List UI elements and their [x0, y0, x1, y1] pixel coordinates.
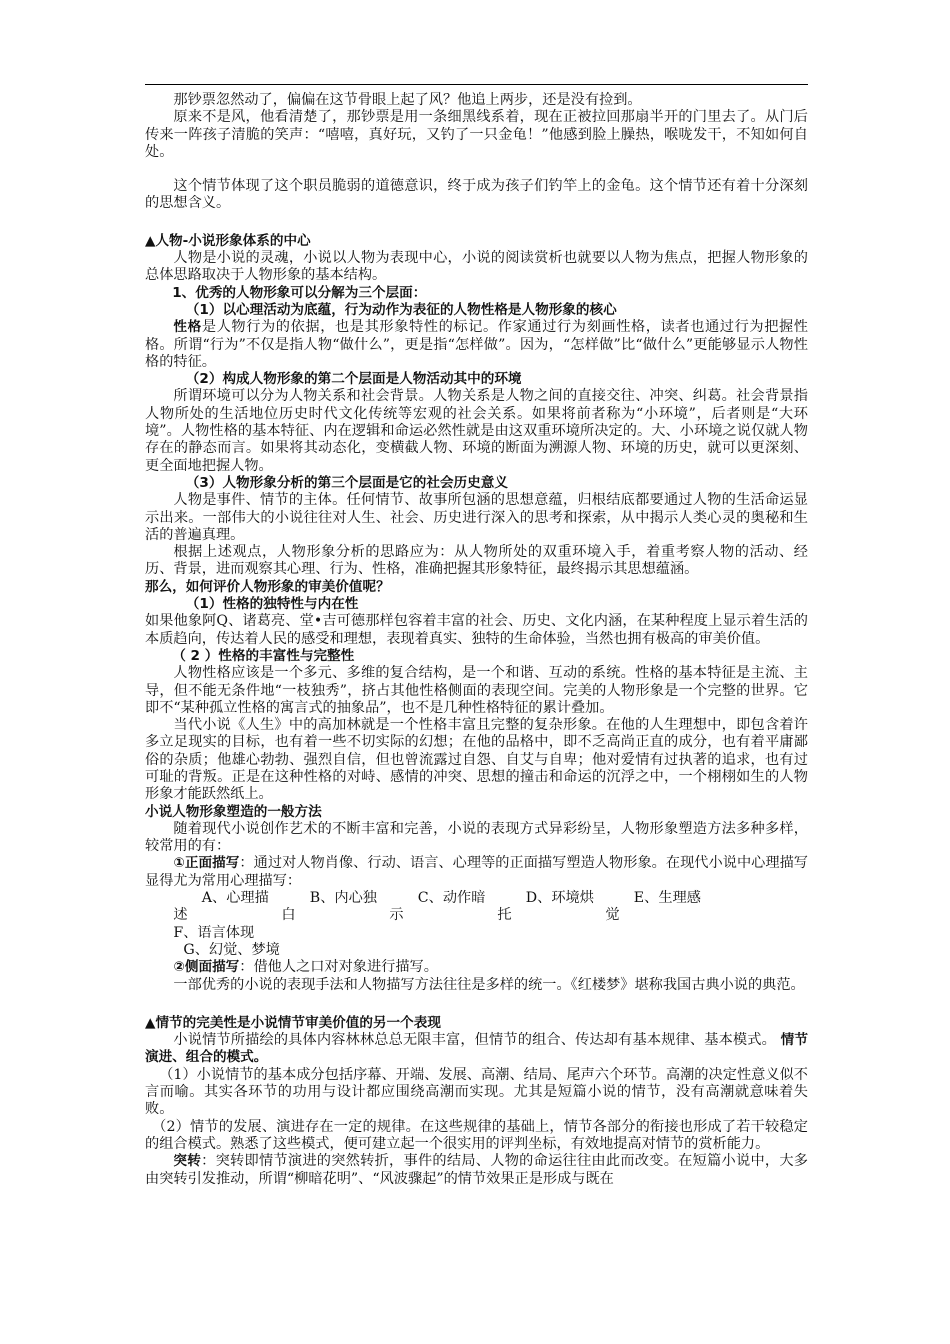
bold-term: ②侧面描写	[173, 959, 240, 976]
subheading: （3）人物形象分析的第三个层面是它的社会历史意义	[185, 474, 508, 491]
bold-term: 突转	[173, 1153, 202, 1170]
subheading: （ 2 ）性格的丰富性与完整性	[172, 647, 355, 664]
subheading: 小说人物形象塑造的一般方法	[145, 803, 322, 820]
paragraph-text: 是人物行为的依据，也是其形象特性的标记。作家通过行为刻画性格，读者也通过行为把握性格。所谓“行为”不仅是指人物“做什么”，更是指“怎样做”。因为，“怎样做”比“做什么”更能够显示人物性格的特征。	[145, 319, 808, 370]
document-page	[145, 92, 808, 1188]
list-item: F、语言体现	[173, 924, 255, 941]
method-list	[145, 890, 808, 959]
paragraph: 如果他象阿Q、诸葛亮、堂•吉可德那样包容着丰富的社会、历史、文化内涵，在某种程度上显示着生活的本质趋向，传达着人民的感受和理想，表现着真实、独特的生命体验，当然也拥有极高的审美价值。	[145, 613, 808, 647]
subheading: （2）构成人物形象的第二个层面是人物活动其中的环境	[185, 371, 522, 388]
paragraph-text: ：借他人之口对对象进行描写。	[239, 959, 438, 976]
paragraph-text: ：通过对人物肖像、行动、语言、心理等的正面描写塑造人物形象。在现代小说中心理描写显得尤为常用心理描写：	[145, 855, 808, 889]
list-item: D、环境烘托	[497, 890, 594, 924]
paragraph: 当代小说《人生》中的高加林就是一个性格丰富且完整的复杂形象。在他的人生理想中，即包含着许多立足现实的目标，也有着一些不切实际的幻想；在他的品格中，即不乏高尚正直的成分，也有着平庸鄙俗的杂质；他雄心勃勃、强烈自信，但也曾流露过自怨、自艾与自卑；他对爱情有过执著的追求，也有过可耻的背叛。正是在这种性格的对峙、感情的冲突、思想的撞击和命运的沉浮之中，一个栩栩如生的人物形象才能跃然纸上。	[145, 717, 808, 803]
paragraph: 这个情节体现了这个职员脆弱的道德意识，终于成为孩子们钓竿上的金龟。这个情节还有着十分深刻的思想含义。	[145, 178, 808, 212]
subheading: （1）以心理活动为底蕴，行为动作为表征的人物性格是人物形象的核心	[185, 301, 617, 318]
paragraph: 原来不是风，他看清楚了，那钞票是用一条细黑线系着，现在正被拉回那扇半开的门里去了。从门后传来一阵孩子清脆的笑声：“嘻嘻，真好玩，又钓了一只金龟！”他感到脸上臊热，喉咙发干，不知如何自处。	[145, 109, 808, 160]
paragraph	[145, 855, 808, 890]
list-item: C、动作暗示	[389, 890, 486, 924]
bold-term: ①正面描写	[173, 855, 240, 872]
paragraph: （1）小说情节的基本成分包括序幕、开端、发展、高潮、结局、尾声六个环节。高潮的决定性意义似不言而喻。其实各环节的功用与设计都应围绕高潮而实现。尤其是短篇小说的情节，没有高潮就意味着失败。	[145, 1066, 808, 1118]
paragraph-text: ：突转即情节演进的突然转折，事件的结局、人物的命运往往由此而改变。在短篇小说中，大多由突转引发推动，所谓“柳暗花明”、“风波骤起”的情节效果正是形成与既在	[145, 1153, 808, 1187]
paragraph	[145, 319, 808, 371]
section-heading: ▲情节的完美性是小说情节审美价值的另一个表现	[145, 1014, 441, 1031]
paragraph: 所谓环境可以分为人物关系和社会背景。人物关系是人物之间的直接交往、冲突、纠葛。社会背景指人物所处的生活地位历史时代文化传统等宏观的社会关系。如果将前者称为“小环境”，后者则是“大环境”。人物性格的基本特征、内在逻辑和命运必然性就是由这双重环境所决定的。大、小环境之说仅就人物存在的静态而言。如果将其动态化，变横截人物、环境的断面为溯源人物、环境的历史，就可以更深刻、更全面地把握人物。	[145, 388, 808, 474]
paragraph-text: 小说情节所描绘的具体内容林林总总无限丰富，但情节的组合、传达却有基本规律、基本模式。	[173, 1032, 776, 1049]
list-item: G、幻觉、梦境	[183, 941, 280, 958]
subheading: （1）性格的独特性与内在性	[185, 596, 359, 613]
header-rule	[145, 84, 808, 85]
paragraph	[145, 1032, 808, 1067]
paragraph: 人物性格应该是一个多元、多维的复合结构，是一个和谐、互动的系统。性格的基本特征是主流、主导，但不能无条件地“一枝独秀”，挤占其他性格侧面的表现空间。完美的人物形象是一个完整的世界。它即不“某种孤立性格的寓言式的抽象品”，也不是几种性格特征的累计叠加。	[145, 665, 808, 716]
paragraph: 那钞票忽然动了，偏偏在这节骨眼上起了风？他追上两步，还是没有捡到。	[173, 92, 642, 108]
bold-term: 情节演进、组合的模式。	[145, 1032, 808, 1066]
paragraph: 人物是小说的灵魂，小说以人物为表现中心，小说的阅读赏析也就要以人物为焦点，把握人物形象的总体思路取决于人物形象的基本结构。	[145, 250, 808, 284]
list-item: B、内心独白	[281, 890, 377, 924]
paragraph: （2）情节的发展、演进存在一定的规律。在这些规律的基础上，情节各部分的衔接也形成了若干较稳定的组合模式。熟悉了这些模式，便可建立起一个很实用的评判坐标，有效地提高对情节的赏析能力。	[145, 1118, 808, 1152]
paragraph: 一部优秀的小说的表现手法和人物描写方法往往是多样的统一。《红楼梦》堪称我国古典小说的典范。	[173, 976, 805, 993]
paragraph	[145, 959, 808, 976]
list-item: E、生理感觉	[605, 890, 701, 924]
section-heading: ▲人物-小说形象体系的中心	[145, 232, 311, 249]
subheading: 那么，如何评价人物形象的审美价值呢？	[145, 578, 390, 595]
bold-term: 性格	[173, 319, 202, 336]
list-item: A、心理描述	[173, 890, 269, 924]
subheading: 1、优秀的人物形象可以分解为三个层面：	[172, 284, 427, 301]
paragraph	[145, 1153, 808, 1188]
paragraph: 根据上述观点，人物形象分析的思路应为：从人物所处的双重环境入手，着重考察人物的活动、经历、背景，进而观察其心理、行为、性格，准确把握其形象特征，最终揭示其思想蕴涵。	[145, 544, 808, 578]
paragraph: 人物是事件、情节的主体。任何情节、故事所包涵的思想意蕴，归根结底都要通过人物的生活命运显示出来。一部伟大的小说往往对人生、社会、历史进行深入的思考和探索，从中揭示人类心灵的奥秘和生活的普遍真理。	[145, 492, 808, 543]
paragraph: 随着现代小说创作艺术的不断丰富和完善，小说的表现方式异彩纷呈，人物形象塑造方法多种多样，较常用的有：	[145, 820, 808, 855]
